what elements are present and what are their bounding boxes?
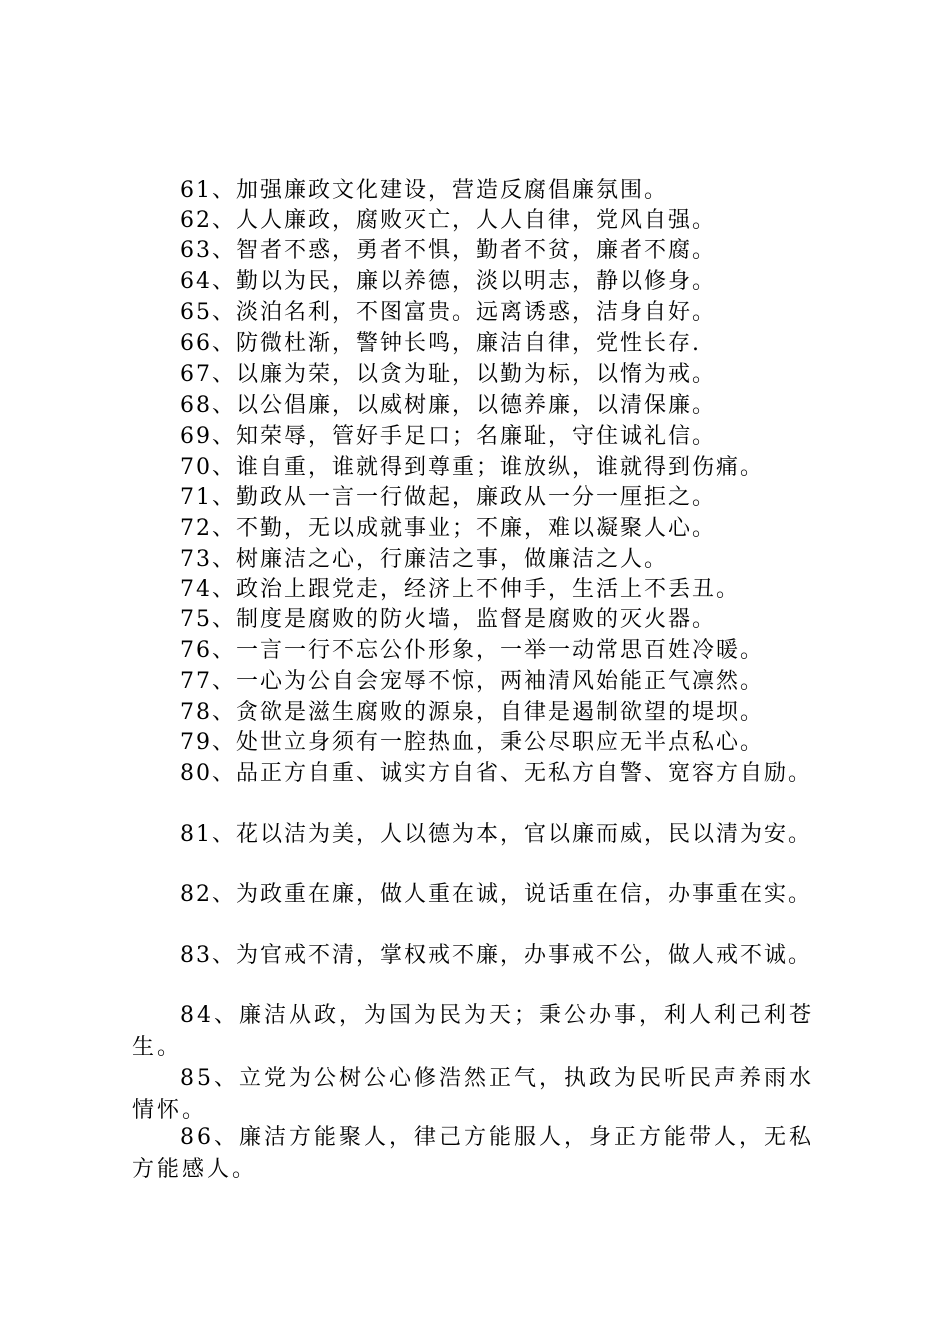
slogan-66: 66、防微杜渐，警钟长鸣，廉洁自律，党性长存. (180, 331, 701, 356)
slogan-62: 62、人人廉政，腐败灭亡，人人自律，党风自强。 (180, 208, 716, 233)
slogan-71: 71、勤政从一言一行做起，廉政从一分一厘拒之。 (180, 485, 716, 510)
slogan-75: 75、制度是腐败的防火墙，监督是腐败的灭火器。 (180, 607, 716, 632)
slogan-76: 76、一言一行不忘公仆形象，一举一动常思百姓冷暖。 (180, 638, 764, 663)
slogan-78: 78、贪欲是滋生腐败的源泉，自律是遏制欲望的堤坝。 (180, 700, 764, 725)
slogan-63: 63、智者不惑，勇者不惧，勤者不贫，廉者不腐。 (180, 238, 716, 263)
slogan-84: 84、廉洁从政，为国为民为天；秉公办事，利人利己利苍生。 (132, 1003, 814, 1060)
slogan-83: 83、为官戒不清，掌权戒不廉，办事戒不公，做人戒不诚。 (180, 943, 812, 968)
slogan-67: 67、以廉为荣，以贪为耻，以勤为标，以惰为戒。 (180, 362, 716, 387)
slogan-86: 86、廉洁方能聚人，律己方能服人，身正方能带人，无私方能感人。 (132, 1125, 814, 1182)
slogan-82: 82、为政重在廉，做人重在诚，说话重在信，办事重在实。 (180, 882, 812, 907)
slogan-85: 85、立党为公树公心修浩然正气，执政为民听民声养雨水情怀。 (132, 1066, 814, 1123)
slogan-69: 69、知荣辱，管好手足口；名廉耻，守住诚礼信。 (180, 424, 716, 449)
slogan-72: 72、不勤，无以成就事业；不廉，难以凝聚人心。 (180, 516, 716, 541)
slogan-64: 64、勤以为民，廉以养德，淡以明志，静以修身。 (180, 269, 716, 294)
slogan-79: 79、处世立身须有一腔热血，秉公尽职应无半点私心。 (180, 730, 764, 755)
slogan-61: 61、加强廉政文化建设，营造反腐倡廉氛围。 (180, 178, 668, 203)
slogan-68: 68、以公倡廉，以威树廉，以德养廉，以清保廉。 (180, 393, 716, 418)
slogan-81: 81、花以洁为美，人以德为本，官以廉而威，民以清为安。 (180, 822, 812, 847)
slogan-65: 65、淡泊名利，不图富贵。远离诱惑，洁身自好。 (180, 300, 716, 325)
slogan-74: 74、政治上跟党走，经济上不伸手，生活上不丢丑。 (180, 577, 740, 602)
slogan-73: 73、树廉洁之心，行廉洁之事，做廉洁之人。 (180, 547, 668, 572)
slogan-70: 70、谁自重，谁就得到尊重；谁放纵，谁就得到伤痛。 (180, 455, 764, 480)
slogan-80: 80、品正方自重、诚实方自省、无私方自警、宽容方自励。 (180, 761, 812, 786)
slogan-77: 77、一心为公自会宠辱不惊，两袖清风始能正气凛然。 (180, 669, 764, 694)
